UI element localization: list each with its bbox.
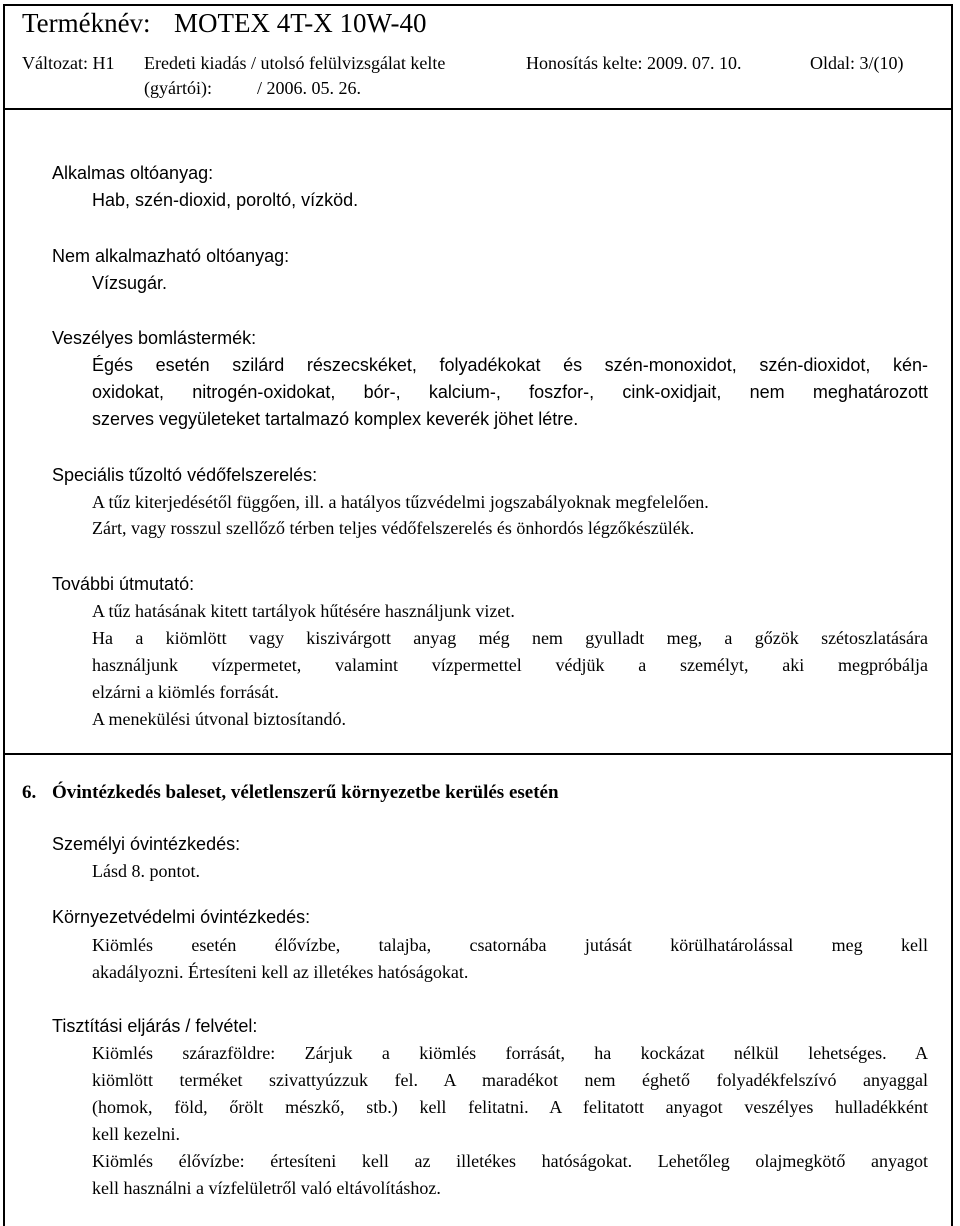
- suitable-extinguisher-label: Alkalmas oltóanyag:: [52, 163, 214, 183]
- product-name: MOTEX 4T-X 10W-40: [174, 8, 427, 38]
- guidance-line: A tűz hatásának kitett tartályok hűtésére használjunk vizet.: [92, 601, 515, 621]
- hazard-line: oxidokat, nitrogén-oxidokat, bór-, kalcium-, foszfor-, cink-oxidjait, nem meghatározott: [92, 382, 928, 402]
- product-title: [22, 8, 427, 39]
- section-divider: [3, 753, 953, 755]
- cleanup-line: Kiömlés szárazföldre: Zárjuk a kiömlés forrását, ha kockázat nélkül lehetséges. A: [92, 1043, 928, 1063]
- header-divider: [3, 108, 953, 110]
- unsuitable-extinguisher-value: Vízsugár.: [92, 273, 168, 293]
- localization-date: Honosítás kelte: 2009. 07. 10.: [526, 53, 742, 73]
- guidance-line: A menekülési útvonal biztosítandó.: [92, 709, 346, 729]
- cleanup-line: kiömlött terméket szivattyúzzuk fel. A maradékot nem éghető folyadékfelszívó anyaggal: [92, 1070, 928, 1090]
- guidance-line: használjunk vízpermetet, valamint vízpermettel védjük a személyt, aki megpróbálja: [92, 655, 928, 675]
- cleanup-line: kell kezelni.: [92, 1124, 180, 1144]
- revision-date: / 2006. 05. 26.: [257, 78, 362, 98]
- hazard-line: szerves vegyületeket tartalmazó komplex keverék jöhet létre.: [92, 409, 579, 429]
- cleanup-line: kell használni a vízfelületről való eltávolításhoz.: [92, 1178, 441, 1198]
- equipment-label: Speciális tűzoltó védőfelszerelés:: [52, 465, 318, 485]
- product-label: Terméknév:: [22, 8, 151, 38]
- meta-row-2: [22, 78, 942, 102]
- equipment-line: A tűz kiterjedésétől függően, ill. a hatályos tűzvédelmi jogszabályoknak megfelelően.: [92, 492, 709, 512]
- environmental-line: Kiömlés esetén élővízbe, talajba, csatornába jutását körülhatárolással meg kell: [92, 935, 928, 955]
- suitable-extinguisher-value: Hab, szén-dioxid, poroltó, vízköd.: [92, 190, 359, 210]
- personal-precaution-label: Személyi óvintézkedés:: [52, 834, 241, 854]
- guidance-line: Ha a kiömlött vagy kiszivárgott anyag még nem gyulladt meg, a gőzök szétoszlatására: [92, 628, 928, 648]
- guidance-line: elzárni a kiömlés forrását.: [92, 682, 279, 702]
- environmental-precaution-label: Környezetvédelmi óvintézkedés:: [52, 907, 311, 927]
- cleanup-line: Kiömlés élővízbe: értesíteni kell az illetékes hatóságokat. Lehetőleg olajmegkötő anyagot: [92, 1151, 928, 1171]
- unsuitable-extinguisher-label: Nem alkalmazható oltóanyag:: [52, 246, 290, 266]
- hazard-label: Veszélyes bomlástermék:: [52, 328, 257, 348]
- equipment-line: Zárt, vagy rosszul szellőző térben teljes védőfelszerelés és önhordós légzőkészülék.: [92, 518, 695, 538]
- guidance-label: További útmutató:: [52, 574, 195, 594]
- cleanup-line: (homok, föld, őrölt mészkő, stb.) kell felitatni. A felitatott anyagot veszélyes hulladékként: [92, 1097, 928, 1117]
- section-number: 6.: [22, 782, 37, 803]
- hazard-line: Égés esetén szilárd részecskéket, folyadékokat és szén-monoxidot, szén-dioxidot, kén-: [92, 355, 928, 375]
- meta-row-1: [22, 53, 942, 77]
- version: Változat: H1: [22, 53, 115, 73]
- cleanup-label: Tisztítási eljárás / felvétel:: [52, 1016, 258, 1036]
- revision-label: Eredeti kiadás / utolsó felülvizsgálat kelte: [144, 53, 446, 73]
- page-number: Oldal: 3/(10): [810, 53, 904, 73]
- environmental-line: akadályozni. Értesíteni kell az illetékes hatóságokat.: [92, 962, 469, 982]
- personal-precaution-value: Lásd 8. pontot.: [92, 861, 200, 881]
- revision-label-2: (gyártói):: [144, 78, 212, 98]
- section-title: Óvintézkedés baleset, véletlenszerű környezetbe kerülés esetén: [52, 782, 559, 803]
- document-header: [0, 0, 960, 110]
